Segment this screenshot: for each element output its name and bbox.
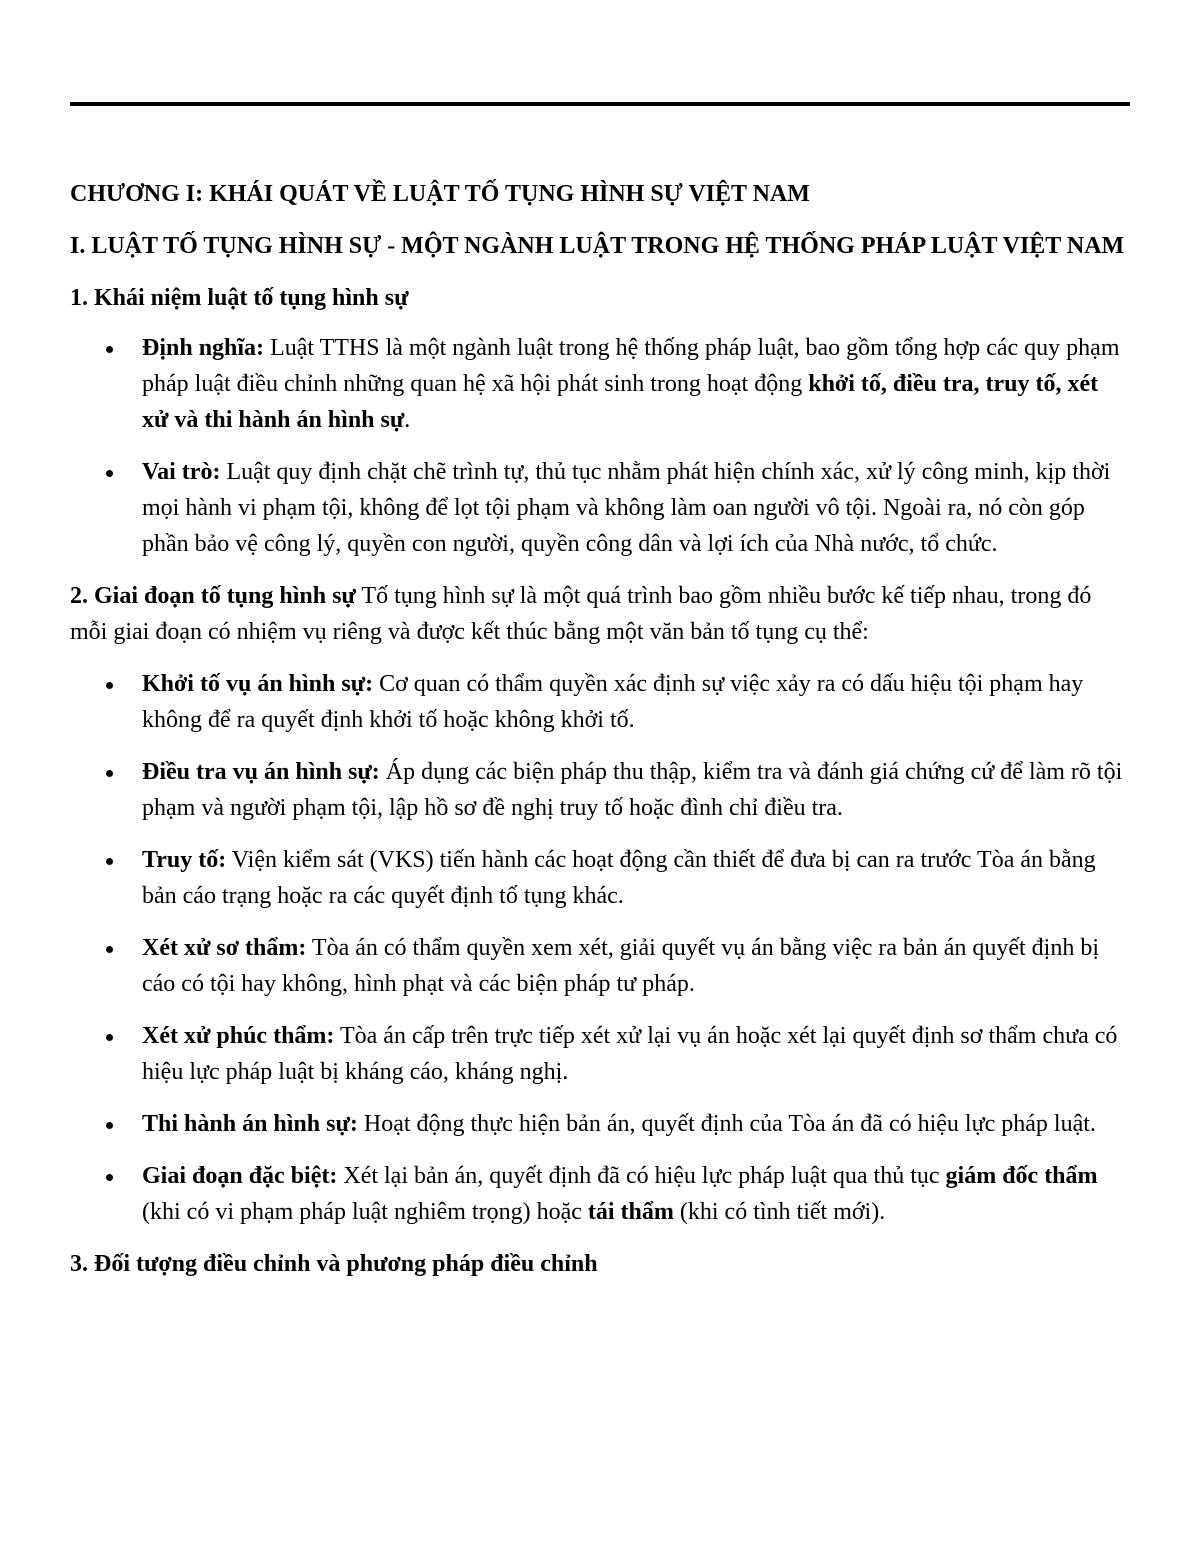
stage-text: Tòa án cấp trên trực tiếp xét xử lại vụ án hoặc xét lại quyết định sơ thẩm chưa có hiệu lực pháp luật bị kháng cáo, kháng nghị. <box>142 1023 1118 1085</box>
special-stage-bold-2: tái thẩm <box>587 1199 674 1225</box>
subsection-1-title: 1. Khái niệm luật tố tụng hình sự <box>70 285 409 311</box>
stage-text: Cơ quan có thẩm quyền xác định sự việc xảy ra có dấu hiệu tội phạm hay không để ra quyết định khởi tố hoặc không khởi tố. <box>142 671 1084 733</box>
special-stage-text-2: (khi có vi phạm pháp luật nghiêm trọng) hoặc <box>142 1199 588 1225</box>
definition-term: Định nghĩa: <box>142 335 265 361</box>
special-stage-bold-1: giám đốc thẩm <box>945 1163 1098 1189</box>
subsection-2-title: 2. Giai đoạn tố tụng hình sự <box>70 583 356 609</box>
definition-bold-text: khởi tố, điều tra, truy tố, xét xử và thi hành án hình sự <box>142 371 1099 433</box>
stage-text: Tòa án có thẩm quyền xem xét, giải quyết vụ án bằng việc ra bản án quyết định bị cáo có tội hay không, hình phạt và các biện pháp tư pháp. <box>142 935 1099 997</box>
list-item-role <box>70 454 1128 562</box>
special-stage-term: Giai đoạn đặc biệt: <box>142 1163 338 1189</box>
list-item <box>70 1106 1128 1142</box>
list-item-special-stage <box>70 1158 1128 1230</box>
header-rule <box>70 102 1130 106</box>
stage-term: Xét xử phúc thẩm: <box>142 1023 335 1049</box>
list-item <box>70 666 1128 738</box>
stage-term: Thi hành án hình sự: <box>142 1111 358 1137</box>
special-stage-text-1: Xét lại bản án, quyết định đã có hiệu lực pháp luật qua thủ tục <box>337 1163 946 1189</box>
document-body <box>70 176 1128 1282</box>
stage-term: Điều tra vụ án hình sự: <box>142 759 380 785</box>
section-title: I. LUẬT TỐ TỤNG HÌNH SỰ - MỘT NGÀNH LUẬT TRONG HỆ THỐNG PHÁP LUẬT VIỆT NAM <box>70 233 1125 259</box>
stage-text: Hoạt động thực hiện bản án, quyết định của Tòa án đã có hiệu lực pháp luật. <box>357 1111 1096 1137</box>
special-stage-text-3: (khi có tình tiết mới). <box>673 1199 886 1225</box>
role-term: Vai trò: <box>142 459 221 485</box>
stage-term: Xét xử sơ thẩm: <box>142 935 307 961</box>
subsection-2-intro: Tố tụng hình sự là một quá trình bao gồm nhiều bước kế tiếp nhau, trong đó mỗi giai đoạn có nhiệm vụ riêng và được kết thúc bằng một văn bản tố tụng cụ thể: <box>70 583 1092 645</box>
list-item <box>70 1018 1128 1090</box>
stage-text: Áp dụng các biện pháp thu thập, kiểm tra và đánh giá chứng cứ để làm rõ tội phạm và người phạm tội, lập hồ sơ đề nghị truy tố hoặc đình chỉ điều tra. <box>142 759 1123 821</box>
definition-text-end: . <box>404 407 411 433</box>
list-item <box>70 754 1128 826</box>
chapter-title: CHƯƠNG I: KHÁI QUÁT VỀ LUẬT TỐ TỤNG HÌNH SỰ VIỆT NAM <box>70 181 810 207</box>
list-item <box>70 842 1128 914</box>
stage-term: Khởi tố vụ án hình sự: <box>142 671 374 697</box>
stage-term: Truy tố: <box>142 847 227 873</box>
subsection-2-paragraph <box>70 578 1128 650</box>
role-text: Luật quy định chặt chẽ trình tự, thủ tục nhằm phát hiện chính xác, xử lý công minh, kịp thời mọi hành vi phạm tội, không để lọt tội phạm và không làm oan người vô tội. Ngoài ra, nó còn góp phần bảo vệ công lý, quyền con người, quyền công dân và lợi ích của Nhà nước, tổ chức. <box>142 459 1111 557</box>
concept-list <box>70 330 1128 562</box>
list-item-definition <box>70 330 1128 438</box>
list-item <box>70 930 1128 1002</box>
definition-text: Luật TTHS là một ngành luật trong hệ thống pháp luật, bao gồm tổng hợp các quy phạm pháp luật điều chỉnh những quan hệ xã hội phát sinh trong hoạt động <box>142 335 1120 397</box>
stage-text: Viện kiểm sát (VKS) tiến hành các hoạt động cần thiết để đưa bị can ra trước Tòa án bằng bản cáo trạng hoặc ra các quyết định tố tụng khác. <box>142 847 1096 909</box>
stages-list <box>70 666 1128 1230</box>
subsection-3-title: 3. Đối tượng điều chỉnh và phương pháp điều chỉnh <box>70 1251 598 1277</box>
